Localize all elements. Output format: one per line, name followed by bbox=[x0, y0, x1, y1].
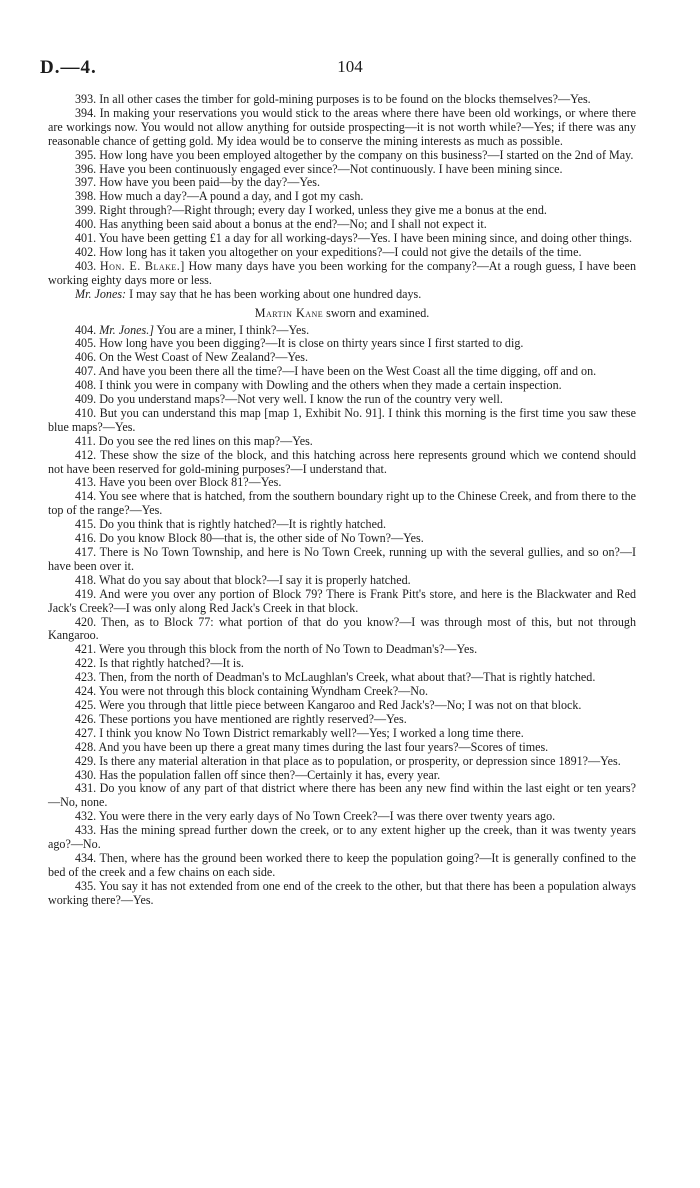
page-number: 104 bbox=[337, 57, 363, 76]
testimony-body bbox=[48, 93, 636, 908]
speaker-name: Hon. E. Blake.] bbox=[99, 258, 185, 273]
paragraph-433: 433. Has the mining spread further down the creek, or to any extent higher up the creek, than it was twenty years ago?—No. bbox=[48, 823, 636, 852]
paragraph-408: 408. I think you were in company with Dowling and the others when they made a certain inspection. bbox=[75, 378, 562, 393]
remark-text: I may say that he has been working about one hundred days. bbox=[129, 286, 422, 301]
jones-remark bbox=[48, 288, 636, 302]
paragraph-427: 427. I think you know No Town District remarkably well?—Yes; I worked a long time there. bbox=[75, 725, 524, 740]
paragraph-407: 407. And have you been there all the time?—I have been on the West Coast all the time digging, off and on. bbox=[75, 364, 597, 379]
speaker-name: Mr. Jones.] bbox=[99, 322, 154, 337]
paragraph-397: 397. How have you been paid—by the day?—Yes. bbox=[75, 175, 320, 190]
paragraph-431: 431. Do you know of any part of that district where there has been any new find within the last eight or ten years?—No, none. bbox=[48, 781, 636, 810]
paragraph-422: 422. Is that rightly hatched?—It is. bbox=[75, 656, 244, 671]
witness-heading-rest: sworn and examined. bbox=[326, 305, 430, 320]
paragraph-398: 398. How much a day?—A pound a day, and I got my cash. bbox=[75, 189, 364, 204]
paragraph-411: 411. Do you see the red lines on this map?—Yes. bbox=[75, 433, 313, 448]
paragraph-434: 434. Then, where has the ground been worked there to keep the population going?—It is generally confined to the bed of the creek and a few chains on each side. bbox=[48, 850, 636, 879]
page-header bbox=[40, 57, 660, 81]
paragraph-423: 423. Then, from the north of Deadman's to McLaughlan's Creek, what about that?—That is rightly hatched. bbox=[75, 670, 596, 685]
paragraph-393: 393. In all other cases the timber for gold-mining purposes is to be found on the blocks themselves?—Yes. bbox=[75, 92, 591, 106]
document-reference: D.—4. bbox=[40, 57, 97, 78]
paragraph-404 bbox=[48, 324, 636, 338]
paragraph-414: 414. You see where that is hatched, from the southern boundary right up to the Chinese Creek, and from there to the top of the range?—Yes. bbox=[48, 489, 636, 518]
question-number: 404. bbox=[75, 322, 97, 337]
question-text: You are a miner, I think?—Yes. bbox=[156, 322, 310, 337]
paragraph-420: 420. Then, as to Block 77: what portion of that do you know?—I was through most of this, but not through Kangaroo. bbox=[48, 614, 636, 643]
question-number: 403. bbox=[75, 258, 97, 273]
paragraph-409: 409. Do you understand maps?—Not very well. I know the run of the country very well. bbox=[75, 392, 503, 407]
paragraph-400: 400. Has anything been said about a bonus at the end?—No; and I shall not expect it. bbox=[75, 217, 487, 232]
paragraph-417: 417. There is No Town Township, and here is No Town Creek, running up with the several gullies, and so on?—I have been over it. bbox=[48, 545, 636, 573]
witness-heading bbox=[48, 307, 636, 321]
paragraph-394: 394. In making your reservations you would stick to the areas where there have been old workings, or where there are workings now. You would not allow anything for outside prospecting—it is not worth while?—Yes; if there was any reasonable chance of getting gold. My idea would be to conserve the mining interests as much as possible. bbox=[48, 105, 636, 148]
paragraph-421: 421. Were you through this block from the north of No Town to Deadman's?—Yes. bbox=[75, 642, 478, 657]
paragraph-401: 401. You have been getting £1 a day for all working-days?—Yes. I have been mining since, and doing other things. bbox=[75, 231, 632, 246]
paragraph-426: 426. These portions you have mentioned are rightly reserved?—Yes. bbox=[75, 711, 407, 726]
paragraph-413: 413. Have you been over Block 81?—Yes. bbox=[75, 475, 282, 490]
paragraph-428: 428. And you have been up there a great many times during the last four years?—Scores of times. bbox=[75, 739, 549, 754]
speaker-name: Mr. Jones: bbox=[75, 286, 127, 301]
paragraph-416: 416. Do you know Block 80—that is, the other side of No Town?—Yes. bbox=[75, 531, 424, 546]
question-text: How many days have you been working for the company?—At a rough guess, I have been working eighty days more or less. bbox=[48, 258, 637, 287]
paragraph-395: 395. How long have you been employed altogether by the company on this business?—I started on the 2nd of May. bbox=[75, 147, 634, 162]
paragraph-418: 418. What do you say about that block?—I say it is properly hatched. bbox=[75, 572, 411, 587]
paragraph-410: 410. But you can understand this map [map 1, Exhibit No. 91]. I think this morning is the first time you saw these blue maps?—Yes. bbox=[48, 405, 636, 434]
paragraph-430: 430. Has the population fallen off since then?—Certainly it has, every year. bbox=[75, 767, 441, 782]
paragraph-419: 419. And were you over any portion of Block 79? There is Frank Pitt's store, and here is the Blackwater and Red Jack's Creek?—I was only along Red Jack's Creek in that block. bbox=[48, 586, 636, 615]
paragraph-432: 432. You were there in the very early days of No Town Creek?—I was there over twenty years ago. bbox=[75, 809, 556, 824]
witness-name: Martin Kane bbox=[254, 305, 324, 320]
paragraph-396: 396. Have you been continuously engaged ever since?—Not continuously. I have been mining since. bbox=[75, 161, 563, 176]
paragraph-415: 415. Do you think that is rightly hatched?—It is rightly hatched. bbox=[75, 517, 387, 532]
paragraph-425: 425. Were you through that little piece between Kangaroo and Red Jack's?—No; I was not on that block. bbox=[75, 697, 582, 712]
paragraph-412: 412. These show the size of the block, and this hatching across here represents ground which we contend should not have been reserved for gold-mining purposes?—I understand that. bbox=[48, 447, 636, 476]
paragraph-424: 424. You were not through this block containing Wyndham Creek?—No. bbox=[75, 684, 429, 699]
paragraph-402: 402. How long has it taken you altogether on your expeditions?—I could not give the details of the time. bbox=[75, 244, 582, 259]
paragraph-406: 406. On the West Coast of New Zealand?—Yes. bbox=[75, 350, 309, 365]
paragraph-405: 405. How long have you been digging?—It is close on thirty years since I first started to dig. bbox=[75, 336, 524, 351]
paragraph-403 bbox=[48, 260, 636, 288]
paragraph-399: 399. Right through?—Right through; every day I worked, unless they give me a bonus at the end. bbox=[75, 203, 547, 218]
paragraph-435: 435. You say it has not extended from one end of the creek to the other, but that there has been a population always working there?—Yes. bbox=[48, 878, 636, 907]
paragraph-429: 429. Is there any material alteration in that place as to population, or prosperity, or depression since 1891?—Yes. bbox=[75, 753, 621, 768]
